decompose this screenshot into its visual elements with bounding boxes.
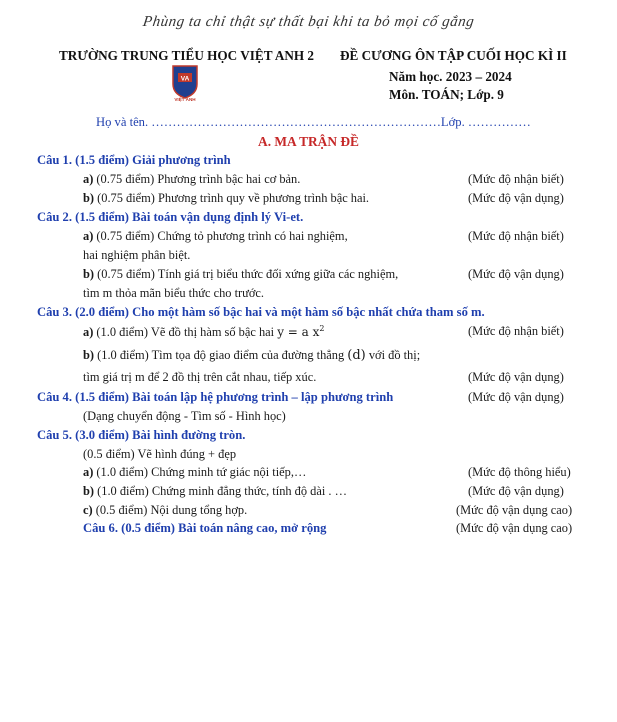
item-text: (1.0 điểm) Chứng minh tứ giác nội tiếp,… [93, 465, 307, 479]
difficulty-level: (Mức độ vận dụng cao) [456, 521, 573, 535]
part-label: c) [83, 503, 93, 517]
question-heading: Câu 4. (1.5 điểm) Bài toán lập hệ phương trình – lập phương trình [37, 390, 394, 404]
part-label: b) [83, 484, 95, 498]
sub-item [83, 503, 247, 518]
subject-class: Môn. TOÁN; Lớp. 9 [389, 87, 504, 102]
difficulty-level: (Mức độ nhận biết) [468, 172, 564, 186]
sub-item [83, 172, 300, 187]
school-name: TRƯỜNG TRUNG TIỂU HỌC VIỆT ANH 2 [59, 48, 315, 63]
sub-item [83, 484, 347, 499]
exam-title: ĐỀ CƯƠNG ÔN TẬP CUỐI HỌC KÌ II [340, 48, 567, 63]
item-text: tìm giá trị m để 2 đồ thị trên cắt nhau, tiếp xúc. [83, 370, 317, 384]
name-dots: …………………………………………………………… [151, 115, 441, 129]
difficulty-level: (Mức độ vận dụng) [468, 370, 564, 384]
sub-item [83, 348, 420, 363]
item-text: (0.75 điểm) Chứng tỏ phương trình có hai nghiệm, [93, 229, 348, 243]
student-info-line [96, 115, 531, 130]
sub-item [83, 465, 306, 480]
part-label: a) [83, 325, 94, 339]
item-text: (0.75 điểm) Phương trình bậc hai cơ bản. [93, 172, 301, 186]
question-heading: Câu 2. (1.5 điểm) Bài toán vận dụng định lý Vi-et. [37, 210, 304, 224]
part-label: a) [83, 465, 94, 479]
difficulty-level: (Mức độ vận dụng) [468, 390, 564, 404]
part-label: a) [83, 172, 94, 186]
formula: y = a $x^2$ [277, 324, 325, 339]
continuation-line [83, 370, 316, 385]
item-text: hai nghiệm phân biệt. [83, 248, 191, 262]
school-logo [171, 64, 199, 104]
formula-exponent: 2 [319, 324, 325, 333]
sub-item [83, 324, 325, 340]
sub-item [83, 229, 348, 244]
item-text: (1.0 điểm) Chứng minh đẳng thức, tính độ dài . … [94, 484, 347, 498]
difficulty-level: (Mức độ vận dụng) [468, 484, 564, 498]
question-6-heading: Câu 6. (0.5 điểm) Bài toán nâng cao, mở rộng [83, 521, 327, 535]
part-label: a) [83, 229, 94, 243]
school-year: Năm học. 2023 – 2024 [389, 69, 512, 84]
difficulty-level: (Mức độ vận dụng) [468, 191, 564, 205]
section-title: A. MA TRẬN ĐỀ [258, 134, 359, 149]
item-text: (1.0 điểm) Vẽ đồ thị hàm số bậc hai [93, 325, 278, 339]
class-dots: …………… [467, 115, 531, 129]
line-d-symbol: (d) [347, 348, 366, 363]
difficulty-level: (Mức độ vận dụng) [468, 267, 564, 281]
sub-item [83, 267, 398, 282]
difficulty-level: (Mức độ thông hiểu) [468, 465, 571, 479]
question-heading: Câu 5. (3.0 điểm) Bài hình đường tròn. [37, 428, 246, 442]
item-text: (1.0 điểm) Tìm tọa độ giao điểm của đường thẳng [94, 348, 348, 362]
item-text: (0.5 điểm) Nội dung tổng hợp. [92, 503, 248, 517]
continuation-line [83, 286, 264, 301]
logo-text: VIỆT ANH [174, 97, 196, 102]
motto: Phùng ta chỉ thật sự thất bại khi ta bỏ mọi cố gắng [141, 14, 476, 30]
name-label: Họ và tên. [96, 115, 152, 129]
class-label: Lớp. [440, 115, 468, 129]
part-label: b) [83, 267, 95, 281]
item-text: (Dạng chuyển động - Tìm số - Hình học) [83, 409, 286, 423]
continuation-line [83, 248, 190, 263]
continuation-line [83, 409, 286, 424]
item-text: (0.75 điểm) Phương trình quy về phương trình bậc hai. [94, 191, 370, 205]
item-text-cont: với đồ thị; [365, 348, 421, 362]
continuation-line [83, 447, 236, 462]
part-label: b) [83, 348, 95, 362]
logo-monogram: VA [180, 75, 190, 83]
difficulty-level: (Mức độ nhận biết) [468, 324, 564, 338]
item-text: tìm m thỏa mãn biểu thức cho trước. [83, 286, 265, 300]
difficulty-level: (Mức độ nhận biết) [468, 229, 564, 243]
item-text: (0.5 điểm) Vẽ hình đúng + đẹp [83, 447, 237, 461]
difficulty-level: (Mức độ vận dụng cao) [456, 503, 573, 517]
sub-item [83, 191, 369, 206]
question-heading: Câu 1. (1.5 điểm) Giải phương trình [37, 153, 231, 167]
question-heading: Câu 3. (2.0 điểm) Cho một hàm số bậc hai và một hàm số bậc nhất chứa tham số m. [37, 305, 485, 319]
item-text: (0.75 điểm) Tính giá trị biểu thức đối xứng giữa các nghiệm, [94, 267, 399, 281]
part-label: b) [83, 191, 95, 205]
